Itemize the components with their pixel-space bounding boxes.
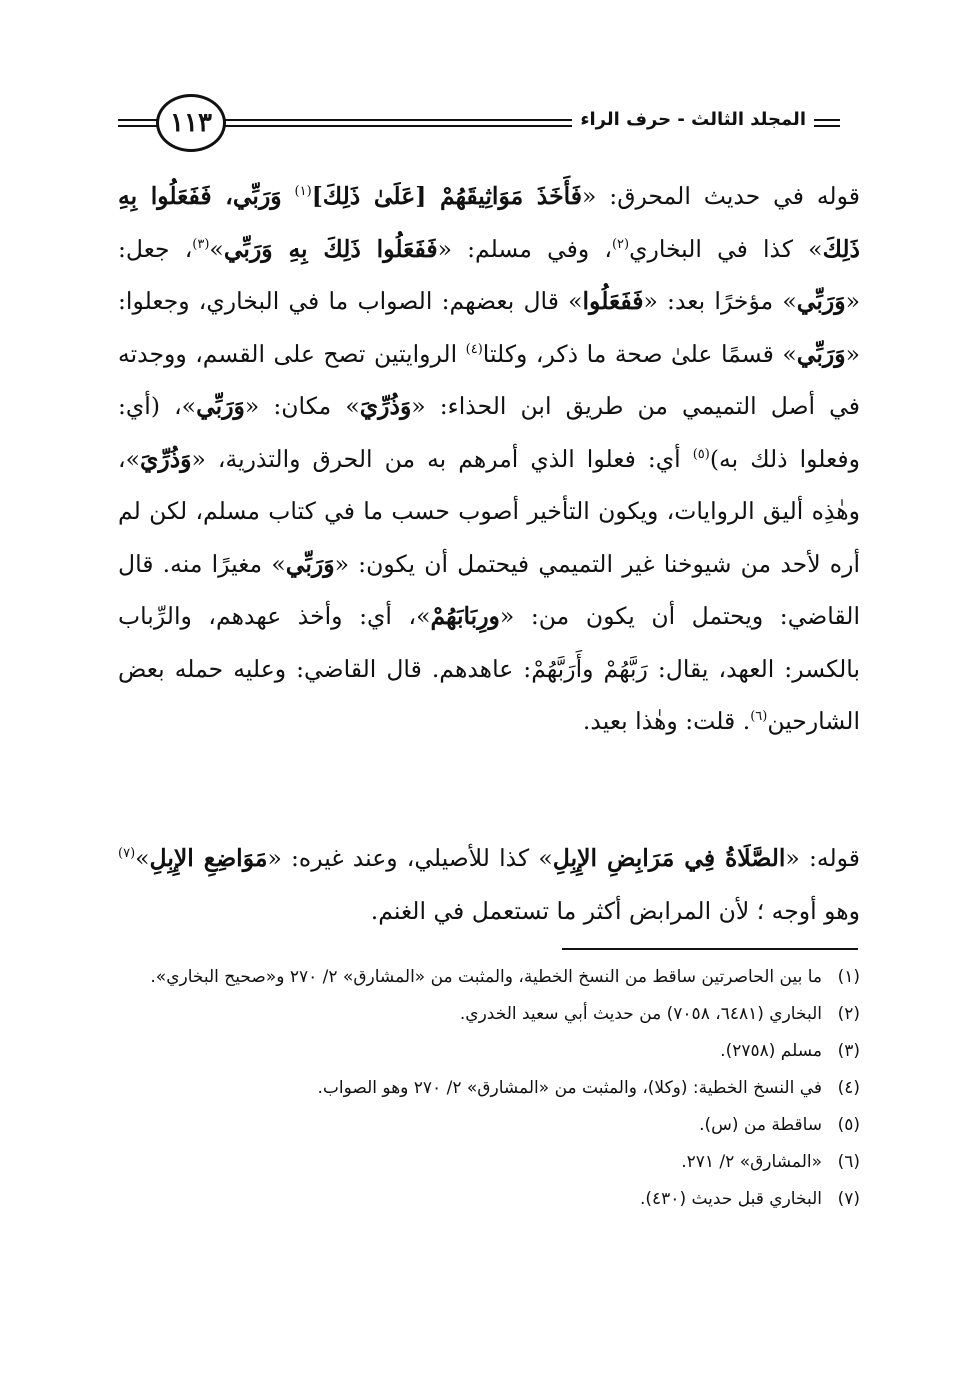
footnote-text: ساقطة من (س). [699, 1115, 822, 1135]
hadith-quote: وَرَبِّي [796, 339, 846, 368]
footnote-number: (٦) [837, 1152, 860, 1172]
text-run: » قسمًا علىٰ صحة ما ذكر، وكلتا [482, 339, 797, 368]
footnote-ref: (٢) [611, 236, 630, 252]
footnote-item [118, 1184, 860, 1214]
footnote-item [118, 1147, 860, 1177]
text-run: ، جعل: « [118, 234, 860, 315]
text-run: » [135, 844, 150, 872]
footnote-item [118, 999, 860, 1029]
hadith-quote: فَأَخَذَ مَوَاثِيقَهُمْ [عَلَىٰ ذَلِكَ] [311, 182, 583, 210]
footnote-number: (٣) [837, 1041, 860, 1061]
text-run: » كذا في البخاري [629, 234, 823, 263]
text-run: قوله: « [785, 844, 861, 872]
text-run: »، أي: وأخذ عهدهم، والرِّباب بالكسر: العهد، يقال: رَبَّهُمْ وأَرَبَّهُمْ: عاهدهم. قال القاضي: وعليه حمله بعض الشارحين [118, 602, 860, 735]
footnote-ref: (٤) [465, 341, 483, 357]
text-run: » مكان: « [244, 392, 360, 420]
footnote-ref: (١) [294, 184, 312, 200]
footnote-separator [562, 948, 858, 950]
hadith-quote: وَذُرِّيَ [359, 392, 412, 420]
footnote-ref: (٥) [692, 446, 710, 462]
footnote-item [118, 1073, 860, 1103]
text-run: » مغيرًا منه. قال القاضي: ويحتمل أن يكون من: « [118, 549, 860, 630]
entry-paragraph [118, 170, 860, 748]
text-run: » كذا للأصيلي، وعند غيره: « [267, 844, 553, 872]
hadith-quote: ورِبَابَهُمْ [430, 602, 500, 630]
text-run: الروايتين تصح على القسم، ووجدته في أصل التميمي من طريق ابن الحذاء: « [118, 339, 860, 420]
running-title: المجلد الثالث - حرف الراء [572, 109, 814, 130]
footnote-number: (٢) [837, 1004, 860, 1024]
text-run: »، (أي: وفعلوا ذلك به) [118, 392, 861, 473]
footnote-item [118, 962, 860, 992]
text-run [282, 182, 295, 210]
footnote-text: «المشارق» ٢/ ٢٧١. [681, 1152, 822, 1172]
footnote-number: (٤) [837, 1078, 860, 1098]
hadith-quote: وَذُرِّيَ [139, 444, 192, 473]
text-run: . قلت: وهٰذا بعيد. [582, 707, 751, 735]
footnote-ref: (٧) [118, 846, 136, 862]
text-run: »، وهٰذِه أليق الروايات، ويكون التأخير أصوب حسب ما في كتاب مسلم، لكن لم أره لأحد من شيوخنا غير التميمي فيحتمل أن يكون: « [118, 444, 861, 578]
text-run: قوله في حديث المحرق: « [582, 182, 860, 210]
page-number: ١١٣ [170, 108, 212, 138]
footnote-number: (٥) [837, 1115, 860, 1135]
footnote-number: (٧) [837, 1189, 860, 1209]
text-run: » قال بعضهم: الصواب ما في البخاري، وجعلوا: « [118, 287, 861, 368]
hadith-quote: وَرَبِّي، فَفَعَلُوا بِهِ ذَلِكَ [118, 182, 860, 263]
footnote-item [118, 1036, 860, 1066]
text-run: أي: فعلوا الذي أمرهم به من الحرق والتذرية، « [191, 444, 693, 473]
footnote-text: البخاري (٦٤٨١، ٧٠٥٨) من حديث أبي سعيد الخدري. [459, 1004, 822, 1024]
footnote-text: في النسخ الخطية: (وكلا)، والمثبت من «المشارق» ٢/ ٢٧٠ وهو الصواب. [317, 1078, 822, 1098]
text-run: » مؤخرًا بعد: « [643, 287, 797, 315]
footnote-text: ما بين الحاصرتين ساقط من النسخ الخطية، والمثبت من «المشارق» ٢/ ٢٧٠ و«صحيح البخاري». [150, 967, 822, 987]
entry-paragraph [118, 832, 860, 937]
footnote-item [118, 1110, 860, 1140]
footnote-number: (١) [837, 967, 860, 987]
footnote-text: البخاري قبل حديث (٤٣٠). [640, 1189, 822, 1209]
footnotes-list [118, 962, 860, 1221]
hadith-quote: فَفَعَلُوا ذَلِكَ بِهِ وَرَبِّي [223, 234, 438, 263]
hadith-quote: وَرَبِّي [796, 287, 846, 315]
hadith-quote: الصَّلَاةُ فِي مَرَابِضِ الإِبِلِ [552, 844, 786, 872]
text-run: » [209, 234, 224, 263]
hadith-quote: فَفَعَلُوا [582, 287, 644, 315]
hadith-quote: مَوَاضِعِ الإِبِلِ [149, 844, 268, 872]
hadith-quote: وَرَبِّي [196, 392, 245, 420]
text-run: ، وفي مسلم: « [437, 234, 612, 263]
hadith-quote: وَرَبِّي [285, 549, 335, 578]
footnote-ref: (٣) [192, 236, 210, 252]
page-header [118, 88, 840, 168]
footnote-text: مسلم (٢٧٥٨). [720, 1041, 822, 1061]
page-number-badge [156, 94, 226, 152]
text-run: وهو أوجه ؛ لأن المرابض أكثر ما تستعمل في الغنم. [370, 896, 860, 925]
footnote-ref: (٦) [750, 709, 768, 725]
